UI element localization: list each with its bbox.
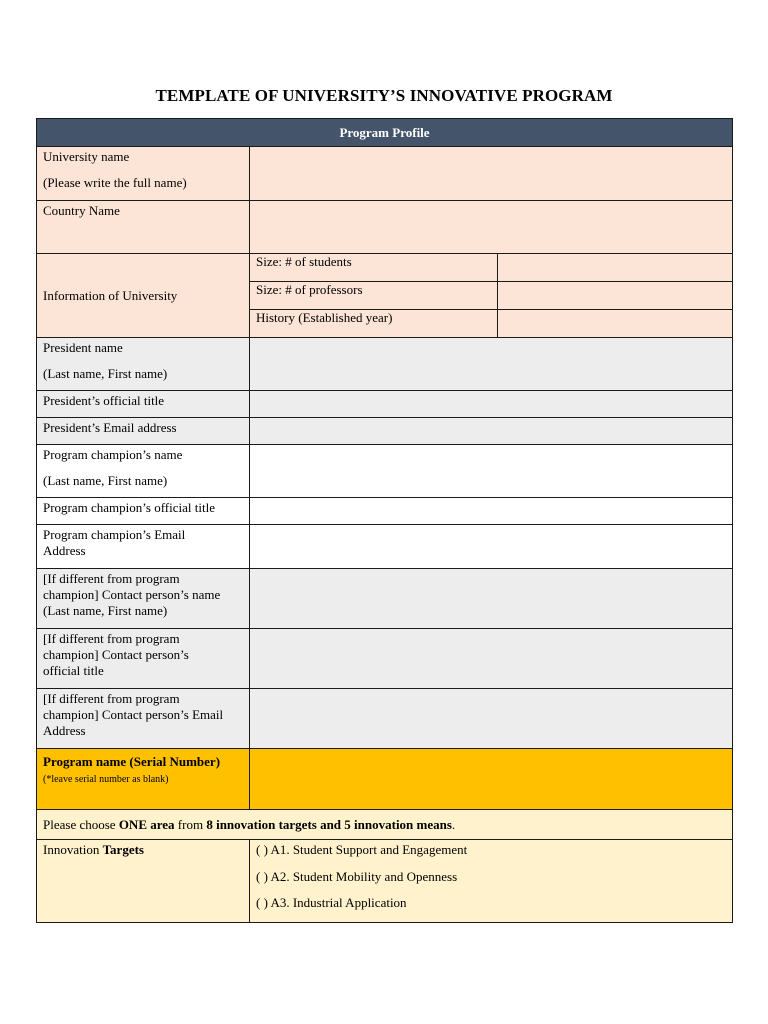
information-of-university-subtable xyxy=(250,254,733,338)
header-row xyxy=(37,119,733,147)
option-a2[interactable]: ( ) A2. Student Mobility and Openness xyxy=(256,868,458,884)
label-size-professors: Size: # of professors xyxy=(250,282,497,310)
input-size-professors[interactable] xyxy=(497,282,732,310)
input-contact-name[interactable] xyxy=(250,569,733,629)
input-contact-email[interactable] xyxy=(250,689,733,749)
row-university-name xyxy=(37,147,733,201)
label-contact-name: [If different from program champion] Contact person’s name (Last name, First name) xyxy=(37,569,250,629)
input-president-title[interactable] xyxy=(250,391,733,418)
label-size-students: Size: # of students xyxy=(250,254,497,282)
option-a3[interactable]: ( ) A3. Industrial Application xyxy=(256,895,407,910)
row-champion-name xyxy=(37,445,733,498)
row-president-title xyxy=(37,391,733,418)
program-profile-table xyxy=(36,118,733,923)
label-contact-title: [If different from program champion] Contact person’s official title xyxy=(37,629,250,689)
label-champion-email: Program champion’s Email Address xyxy=(37,525,250,569)
row-information-of-university xyxy=(37,254,733,338)
program-profile-header: Program Profile xyxy=(37,119,733,147)
row-contact-name xyxy=(37,569,733,629)
input-champion-title[interactable] xyxy=(250,498,733,525)
label-champion-title: Program champion’s official title xyxy=(37,498,250,525)
label-university-name: University name (Please write the full name) xyxy=(37,147,250,201)
label-innovation-targets: Innovation Targets xyxy=(37,840,250,923)
input-champion-email[interactable] xyxy=(250,525,733,569)
label-president-name: President name (Last name, First name) xyxy=(37,338,250,391)
row-president-email xyxy=(37,418,733,445)
row-champion-email xyxy=(37,525,733,569)
row-program-name xyxy=(37,749,733,810)
row-champion-title xyxy=(37,498,733,525)
row-contact-title xyxy=(37,629,733,689)
row-choose-area xyxy=(37,810,733,840)
label-history: History (Established year) xyxy=(250,310,497,338)
input-size-students[interactable] xyxy=(497,254,732,282)
label-contact-email: [If different from program champion] Contact person’s Email Address xyxy=(37,689,250,749)
label-information-of-university: Information of University xyxy=(37,254,250,338)
row-country-name xyxy=(37,201,733,254)
label-champion-name: Program champion’s name (Last name, First name) xyxy=(37,445,250,498)
option-a1[interactable]: ( ) A1. Student Support and Engagement xyxy=(256,842,468,857)
label-country-name: Country Name xyxy=(37,201,250,254)
input-contact-title[interactable] xyxy=(250,629,733,689)
input-president-email[interactable] xyxy=(250,418,733,445)
innovation-targets-options xyxy=(250,840,733,923)
label-program-name: Program name (Serial Number) (*leave serial number as blank) xyxy=(37,749,250,810)
input-champion-name[interactable] xyxy=(250,445,733,498)
input-president-name[interactable] xyxy=(250,338,733,391)
document-title: TEMPLATE OF UNIVERSITY’S INNOVATIVE PROGRAM xyxy=(155,86,613,105)
label-president-email: President’s Email address xyxy=(37,418,250,445)
input-history[interactable] xyxy=(497,310,732,338)
input-program-name[interactable] xyxy=(250,749,733,810)
row-innovation-targets xyxy=(37,840,733,923)
input-university-name[interactable] xyxy=(250,147,733,201)
row-contact-email xyxy=(37,689,733,749)
label-president-title: President’s official title xyxy=(37,391,250,418)
choose-area-instruction: Please choose ONE area from 8 innovation targets and 5 innovation means. xyxy=(37,810,733,840)
row-president-name xyxy=(37,338,733,391)
input-country-name[interactable] xyxy=(250,201,733,254)
